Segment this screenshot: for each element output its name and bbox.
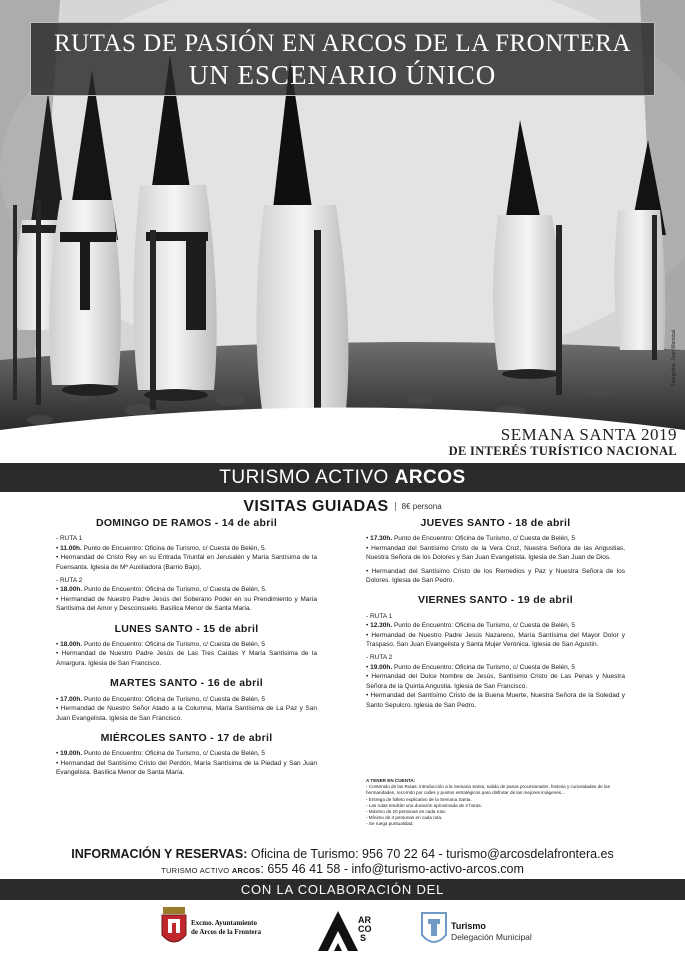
subtitle-line-2: DE INTERÉS TURÍSTICO NACIONAL bbox=[448, 444, 677, 458]
time: 19.00h. bbox=[60, 750, 83, 758]
notes-title: A TENER EN CUENTA: bbox=[366, 778, 416, 783]
meeting-point: • 17.00h. Punto de Encuentro: Oficina de Turismo, c/ Cuesta de Belén, 5 bbox=[56, 695, 265, 703]
meeting-point: • 19.00h. Punto de Encuentro: Oficina de Turismo, c/ Cuesta de Belén, 5 bbox=[366, 663, 575, 671]
contact-line-1 bbox=[0, 847, 685, 861]
schedule-left-column bbox=[56, 519, 317, 778]
contact-office[interactable]: Oficina de Turismo: 956 70 22 64 - turismo@arcosdelafrontera.es bbox=[247, 847, 614, 861]
brotherhood-desc: • Hermandad de Nuestro Padre Jesús de Las Tres Caídas Y María Santísima de la Amargura. Iglesia de San Francisco. bbox=[56, 650, 317, 667]
meeting-text: Punto de Encuentro: Oficina de Turismo, c/ Cuesta de Belén, 5 bbox=[82, 641, 265, 649]
brotherhood-desc: • Hermandad del Santísimo Cristo del Perdón, María Santísima de la Piedad y San Juan Evangelista. Basílica Menor de Santa María. bbox=[56, 759, 317, 777]
ayto-line-2: de Arcos de la Frontera bbox=[191, 927, 262, 936]
time: 19.00h. bbox=[370, 663, 393, 671]
meeting-point: • 18.00h. Punto de Encuentro: Oficina de Turismo, c/ Cuesta de Belén, 5 bbox=[56, 641, 265, 649]
svg-text:CO: CO bbox=[358, 924, 372, 934]
photo-credit: Fotografía: Juan Marsical bbox=[671, 330, 677, 387]
note-item: - Las rutas tendrán una duración aproximada de 2 horas. bbox=[366, 802, 482, 808]
notes-box bbox=[366, 778, 631, 828]
visitas-title: VISITAS GUIADAS bbox=[243, 498, 389, 515]
svg-text:S: S bbox=[360, 933, 367, 943]
meeting-text: Punto de Encuentro: Oficina de Turismo, c/ Cuesta de Belén, 5 bbox=[82, 750, 265, 758]
contact-small-bold: ARCOS bbox=[231, 866, 261, 875]
colaboracion-band: CON LA COLABORACIÓN DEL bbox=[0, 879, 685, 900]
note-item: - Se ruega puntualidad. bbox=[366, 821, 414, 827]
visitas-price: 8€ persona bbox=[395, 502, 442, 511]
meeting-text: Punto de Encuentro: Oficina de Turismo, c/ Cuesta de Belén, 5 bbox=[82, 695, 265, 703]
brotherhood-desc: • Hermandad de Nuestro Padre Jesús del Soberano Poder en su Prendimiento y María Santísima del Amor y Desconsuelo. Basílica Menor de Santa María. bbox=[56, 595, 317, 613]
route-label: - RUTA 1 bbox=[366, 612, 393, 620]
note-item: - Mínimo de 4 personas en cada ruta. bbox=[366, 815, 443, 821]
meeting-text: Punto de Encuentro: Oficina de Turismo, c/ Cuesta de Belén, 5 bbox=[392, 535, 575, 543]
note-item: - Entrega de folleto explicativo de la Semana Santa. bbox=[366, 796, 472, 802]
arcos-logo bbox=[316, 905, 376, 953]
brotherhood-desc: • Hermandad del Santísimo Cristo de los Remedios y Paz y Nuestra Señora de los Dolores. Iglesia de San Pedro. bbox=[366, 567, 625, 585]
day-heading: MIÉRCOLES SANTO - 17 de abril bbox=[100, 731, 273, 744]
brotherhood-desc: • Hermandad del Santísimo Cristo de la Buena Muerte, Nuestra Señora de la Soledad y Santo Sepulcro. Iglesia de San Pedro. bbox=[366, 692, 625, 709]
title-line-1: RUTAS DE PASIÓN EN ARCOS DE LA FRONTERA bbox=[53, 30, 632, 57]
meeting-text: Punto de Encuentro: Oficina de Turismo, c/ Cuesta de Belén, 5 bbox=[392, 622, 575, 630]
time: 17.00h. bbox=[60, 695, 83, 703]
day-heading: JUEVES SANTO - 18 de abril bbox=[420, 517, 571, 529]
meeting-point: • 11.00h. Punto de Encuentro: Oficina de Turismo, c/ Cuesta de Belén, 5. bbox=[56, 544, 267, 552]
meeting-point: • 12.30h. Punto de Encuentro: Oficina de Turismo, c/ Cuesta de Belén, 5 bbox=[366, 622, 575, 630]
contact-label: INFORMACIÓN Y RESERVAS: bbox=[71, 847, 248, 861]
title-box bbox=[30, 22, 655, 96]
hero-photo bbox=[0, 0, 685, 430]
visitas-header bbox=[0, 498, 685, 516]
meeting-point: • 17.30h. Punto de Encuentro: Oficina de Turismo, c/ Cuesta de Belén, 5 bbox=[366, 535, 575, 543]
time: 12.30h. bbox=[370, 622, 393, 630]
turismo-activo-band bbox=[0, 463, 685, 492]
contact-small-label: TURISMO ACTIVO bbox=[161, 866, 232, 875]
meeting-text: Punto de Encuentro: Oficina de Turismo, c/ Cuesta de Belén, 5 bbox=[392, 663, 575, 671]
route-label: - RUTA 2 bbox=[366, 654, 393, 662]
time: 18.00h. bbox=[60, 586, 83, 594]
band-prefix: TURISMO ACTIVO bbox=[219, 467, 395, 488]
ayuntamiento-crest-icon bbox=[160, 905, 188, 951]
title-line-2: UN ESCENARIO ÚNICO bbox=[188, 60, 497, 90]
turismo-delegacion-icon bbox=[420, 909, 448, 949]
meeting-point: • 18.00h. Punto de Encuentro: Oficina de Turismo, c/ Cuesta de Belén, 5. bbox=[56, 586, 267, 594]
schedule-right-column bbox=[366, 519, 625, 710]
turismo-title: Turismo bbox=[451, 921, 486, 931]
note-item: - Máximo de 20 personas en cada ruta. bbox=[366, 809, 446, 815]
contact-phone-email[interactable]: : 655 46 41 58 - info@turismo-activo-arcos.com bbox=[260, 862, 524, 876]
brotherhood-desc: • Hermandad de Nuestro Padre Jesús Nazareno, María Santísima del Mayor Dolor y Traspaso, San Juan Evangelista y Santa Mujer Verónica. Iglesia de San Agustín. bbox=[366, 631, 625, 649]
brotherhood-desc: • Hermandad de Cristo Rey en su Entrada Triunfal en Jerusalén y María Santísima de la Fuensanta. Iglesia de Mª Auxiliadora (Barrio Bajo). bbox=[56, 554, 317, 571]
time: 18.00h. bbox=[60, 641, 83, 649]
day-heading: VIERNES SANTO - 19 de abril bbox=[418, 594, 573, 607]
brotherhood-desc: • Hermandad del Dulce Nombre de Jesús, Santísimo Cristo de Las Penas y Nuestra Señora de la Quinta Angustia. Iglesia de San Francisco. bbox=[366, 673, 625, 690]
subtitle-line-1: SEMANA SANTA 2019 bbox=[500, 425, 677, 444]
brotherhood-desc: • Hermandad de Nuestro Señor Atado a la Columna, María Santísima de La Paz y San Juan Evangelista. Iglesia de San Francisco. bbox=[56, 705, 317, 722]
day-heading: LUNES SANTO - 15 de abril bbox=[114, 622, 259, 635]
ayuntamiento-logo bbox=[160, 903, 290, 953]
meeting-text: Punto de Encuentro: Oficina de Turismo, c/ Cuesta de Belén, 5. bbox=[82, 586, 267, 594]
day-heading: DOMINGO DE RAMOS - 14 de abril bbox=[95, 517, 278, 529]
contact-line-2 bbox=[0, 862, 685, 876]
svg-text:AR: AR bbox=[358, 915, 371, 925]
meeting-text: Punto de Encuentro: Oficina de Turismo, c/ Cuesta de Belén, 5. bbox=[81, 544, 267, 552]
day-heading: MARTES SANTO - 16 de abril bbox=[110, 677, 263, 690]
time: 17.30h. bbox=[370, 535, 393, 543]
route-label: - RUTA 2 bbox=[56, 577, 83, 585]
ayto-line-1: Excmo. Ayuntamiento bbox=[191, 919, 257, 927]
brotherhood-desc: • Hermandad del Santísimo Cristo de la Vera Cruz, Nuestra Señora de las Angustias, Nuestra Señora de los Dolores y San Juan Evangelista. Iglesia de San Juan de Dios. bbox=[366, 544, 625, 562]
ayuntamiento-name bbox=[191, 919, 261, 936]
meeting-point: • 19.00h. Punto de Encuentro: Oficina de Turismo, c/ Cuesta de Belén, 5 bbox=[56, 750, 265, 758]
route-label: - RUTA 1 bbox=[56, 535, 83, 543]
turismo-delegacion-logo bbox=[420, 906, 560, 952]
band-bold: ARCOS bbox=[394, 467, 466, 488]
time: 11.00h. bbox=[60, 544, 82, 552]
note-item: - Contenido de las Rutas: introducción a la Semana Santa, salida de pasos procesionales, historia y curiosidades de las hermandades, recorrido por calles y puntos estratégicos para disfrutar de las mejores imágenes... bbox=[366, 784, 610, 796]
turismo-subtitle: Delegación Municipal bbox=[451, 932, 532, 942]
arcos-mountain-logo-icon bbox=[316, 905, 376, 953]
event-subtitle bbox=[449, 426, 677, 459]
